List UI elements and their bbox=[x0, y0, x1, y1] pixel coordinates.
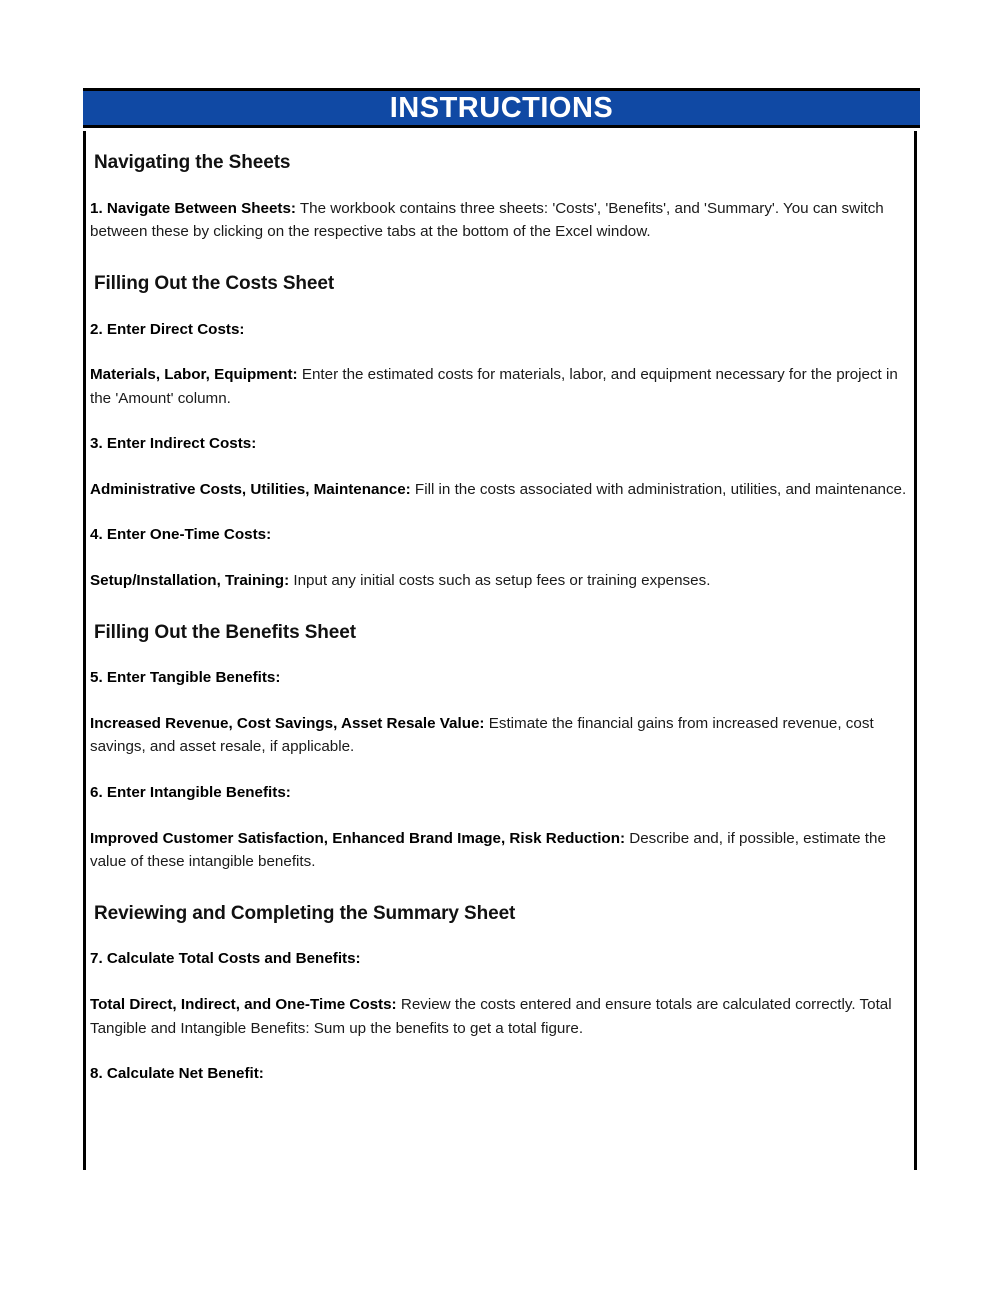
paragraph-spacer bbox=[86, 925, 914, 947]
section-heading: Navigating the Sheets bbox=[94, 152, 291, 173]
instruction-text: Describe and, if possible, estimate the value of these intangible benefits. bbox=[90, 829, 886, 871]
section-spacer bbox=[86, 874, 914, 902]
instruction-paragraph bbox=[86, 197, 914, 244]
instruction-lead: 7. Calculate Total Costs and Benefits: bbox=[90, 950, 361, 968]
instructions-banner bbox=[83, 88, 920, 128]
section-heading: Reviewing and Completing the Summary Sheet bbox=[94, 902, 516, 924]
instruction-paragraph bbox=[86, 947, 914, 971]
paragraph-spacer bbox=[86, 547, 914, 569]
instruction-lead: 6. Enter Intangible Benefits: bbox=[90, 784, 291, 801]
instruction-lead: Administrative Costs, Utilities, Maintenance: bbox=[90, 480, 411, 498]
instruction-lead: Setup/Installation, Training: bbox=[90, 572, 290, 589]
paragraph-spacer bbox=[86, 805, 914, 827]
section-heading: Filling Out the Costs Sheet bbox=[94, 272, 335, 294]
instruction-text: Fill in the costs associated with administration, utilities, and maintenance. bbox=[410, 480, 907, 498]
instructions-content-box bbox=[83, 131, 917, 1170]
paragraph-spacer bbox=[86, 644, 914, 666]
instruction-text: Review the costs entered and ensure totals are calculated correctly. Total Tangible and Intangible Benefits: Sum up the benefits to get a total figure. bbox=[90, 996, 892, 1037]
instruction-lead: 2. Enter Direct Costs: bbox=[90, 320, 245, 338]
instruction-paragraph bbox=[86, 569, 914, 593]
paragraph-spacer bbox=[86, 296, 914, 318]
instruction-lead: 8. Calculate Net Benefit: bbox=[90, 1065, 264, 1083]
banner-title: INSTRUCTIONS bbox=[389, 91, 614, 124]
instruction-paragraph bbox=[86, 993, 914, 1040]
paragraph-spacer bbox=[86, 690, 914, 712]
instruction-paragraph bbox=[86, 827, 914, 874]
instruction-paragraph bbox=[86, 523, 914, 547]
instruction-lead: Total Direct, Indirect, and One-Time Costs: bbox=[90, 996, 397, 1013]
instruction-paragraph bbox=[86, 318, 914, 342]
paragraph-spacer bbox=[86, 1040, 914, 1062]
instruction-text: Enter the estimated costs for materials, labor, and equipment necessary for the project in the 'Amount' column. bbox=[90, 366, 898, 407]
instruction-lead: 4. Enter One-Time Costs: bbox=[90, 526, 272, 544]
instruction-paragraph bbox=[86, 363, 914, 410]
paragraph-spacer bbox=[86, 456, 914, 478]
instruction-paragraph bbox=[86, 781, 914, 805]
instruction-paragraph bbox=[86, 478, 914, 502]
section-spacer bbox=[86, 244, 914, 272]
instruction-lead: Materials, Labor, Equipment: bbox=[90, 366, 298, 384]
instruction-paragraph bbox=[86, 712, 914, 759]
instruction-text: Estimate the financial gains from increased revenue, cost savings, and asset resale, if applicable. bbox=[90, 714, 874, 756]
paragraph-spacer bbox=[86, 175, 914, 197]
instruction-lead: Improved Customer Satisfaction, Enhanced Brand Image, Risk Reduction: bbox=[90, 829, 626, 847]
paragraph-spacer bbox=[86, 341, 914, 363]
instruction-paragraph bbox=[86, 1062, 914, 1086]
instruction-paragraph bbox=[86, 432, 914, 456]
instruction-lead: 3. Enter Indirect Costs: bbox=[90, 435, 257, 453]
instruction-text: The workbook contains three sheets: 'Costs', 'Benefits', and 'Summary'. You can switch between these by clicking on the respective tabs at the bottom of the Excel window. bbox=[90, 199, 884, 241]
paragraph-spacer bbox=[86, 971, 914, 993]
instruction-lead: Increased Revenue, Cost Savings, Asset Resale Value: bbox=[90, 714, 485, 732]
instruction-paragraph bbox=[86, 666, 914, 690]
section-spacer bbox=[86, 593, 914, 621]
instruction-text: Input any initial costs such as setup fees or training expenses. bbox=[289, 572, 711, 589]
paragraph-spacer bbox=[86, 759, 914, 781]
section-heading: Filling Out the Benefits Sheet bbox=[94, 621, 356, 643]
instruction-lead: 5. Enter Tangible Benefits: bbox=[90, 669, 281, 687]
instruction-lead: 1. Navigate Between Sheets: bbox=[90, 199, 296, 217]
instructions-body bbox=[86, 131, 914, 1086]
paragraph-spacer bbox=[86, 410, 914, 432]
paragraph-spacer bbox=[86, 501, 914, 523]
